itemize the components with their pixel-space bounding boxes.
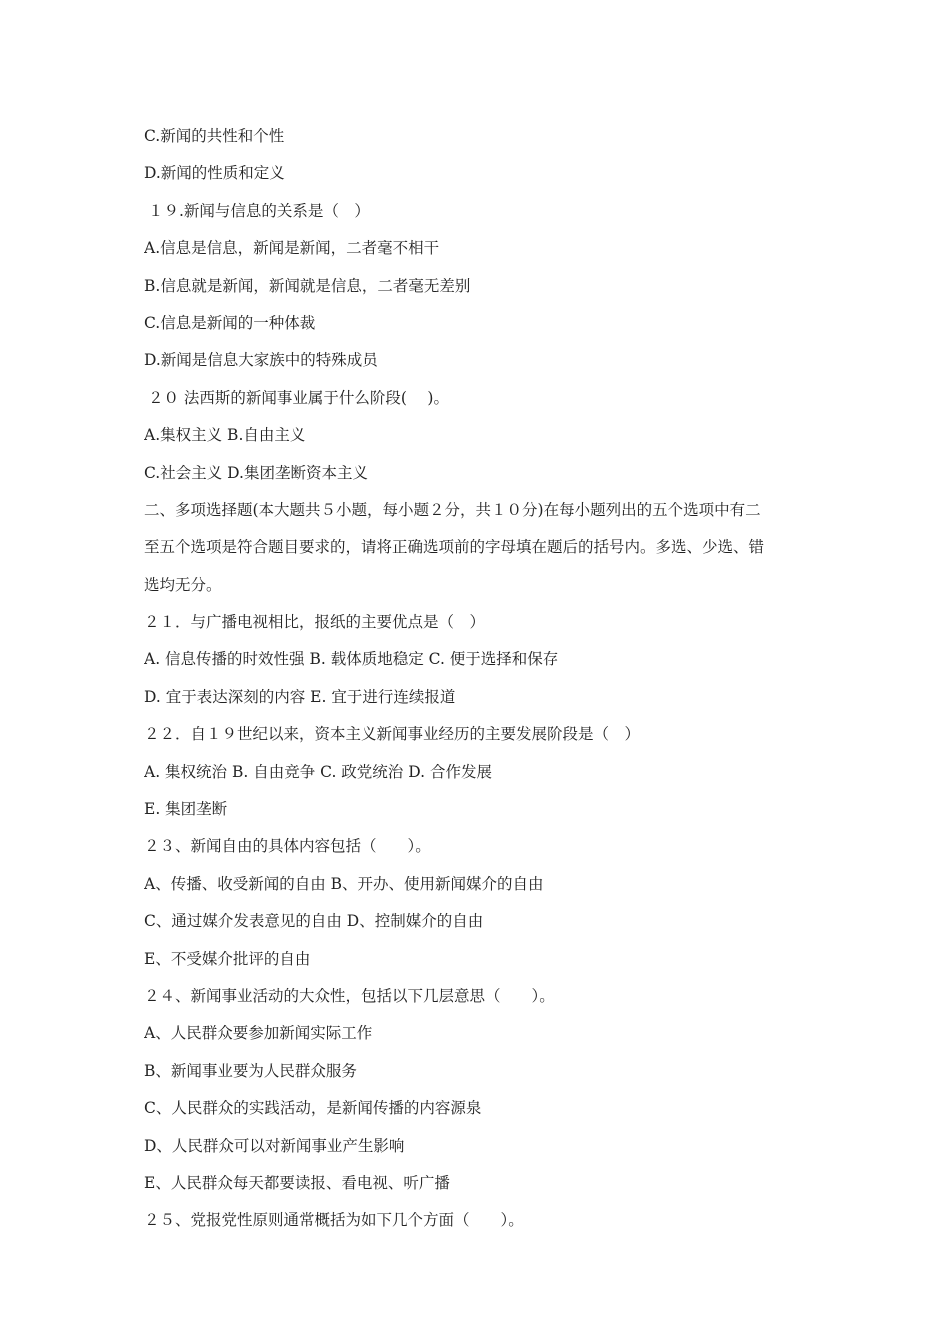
question-19: １９.新闻与信息的关系是（ ） (148, 201, 370, 220)
option-a-line: A、人民群众要参加新闻实际工作 (144, 1024, 373, 1043)
option-d-line: D.新闻的性质和定义 (144, 164, 285, 183)
question-25: ２５、党报党性原则通常概括为如下几个方面（ ）。 (144, 1211, 524, 1230)
option-c-line: C.新闻的共性和个性 (144, 127, 285, 145)
option-e-line: E、不受媒介批评的自由 (144, 949, 311, 968)
question-21: ２１．与广播电视相比，报纸的主要优点是（ ） (144, 613, 486, 632)
option-c-line: C、人民群众的实践活动，是新闻传播的内容源泉 (144, 1099, 482, 1118)
question-20: ２０ 法西斯的新闻事业属于什么阶段( )。 (148, 388, 449, 407)
option-d-line: D、人民群众可以对新闻事业产生影响 (144, 1136, 405, 1155)
option-abc-line: A. 信息传播的时效性强 B. 载体质地稳定 C. 便于选择和保存 (144, 650, 559, 669)
option-ab-line: A.集权主义 B.自由主义 (144, 426, 306, 445)
option-a-line: A.信息是信息，新闻是新闻，二者毫不相干 (144, 239, 440, 258)
option-d-line: D.新闻是信息大家族中的特殊成员 (144, 351, 378, 370)
section-instructions: 至五个选项是符合题目要求的，请将正确选项前的字母填在题后的括号内。多选、少选、错 (144, 538, 765, 557)
option-b-line: B、新闻事业要为人民群众服务 (144, 1061, 357, 1080)
option-cd-line: C.社会主义 D.集团垄断资本主义 (144, 463, 368, 482)
option-cd-line: C、通过媒介发表意见的自由 D、控制媒介的自由 (144, 912, 484, 931)
question-22: ２２．自１９世纪以来，资本主义新闻事业经历的主要发展阶段是（ ） (144, 725, 641, 744)
option-de-line: D. 宜于表达深刻的内容 E. 宜于进行连续报道 (144, 687, 456, 706)
option-b-line: B.信息就是新闻，新闻就是信息，二者毫无差别 (144, 276, 471, 295)
question-23: ２３、新闻自由的具体内容包括（ ）。 (144, 837, 431, 856)
option-e-line: E. 集团垄断 (144, 800, 228, 819)
section-instructions-end: 选均无分。 (144, 575, 222, 594)
option-ab-line: A、传播、收受新闻的自由 B、开办、使用新闻媒介的自由 (144, 874, 544, 893)
document-body (144, 118, 812, 1240)
question-24: ２４、新闻事业活动的大众性，包括以下几层意思（ ）。 (144, 986, 555, 1005)
option-c-line: C.信息是新闻的一种体裁 (144, 313, 316, 332)
option-abcd-line: A. 集权统治 B. 自由竞争 C. 政党统治 D. 合作发展 (144, 762, 492, 781)
option-e-line: E、人民群众每天都要读报、看电视、听广播 (144, 1173, 450, 1192)
section-heading: 二、多项选择题(本大题共５小题，每小题２分，共１０分)在每小题列出的五个选项中有二 (144, 500, 761, 519)
